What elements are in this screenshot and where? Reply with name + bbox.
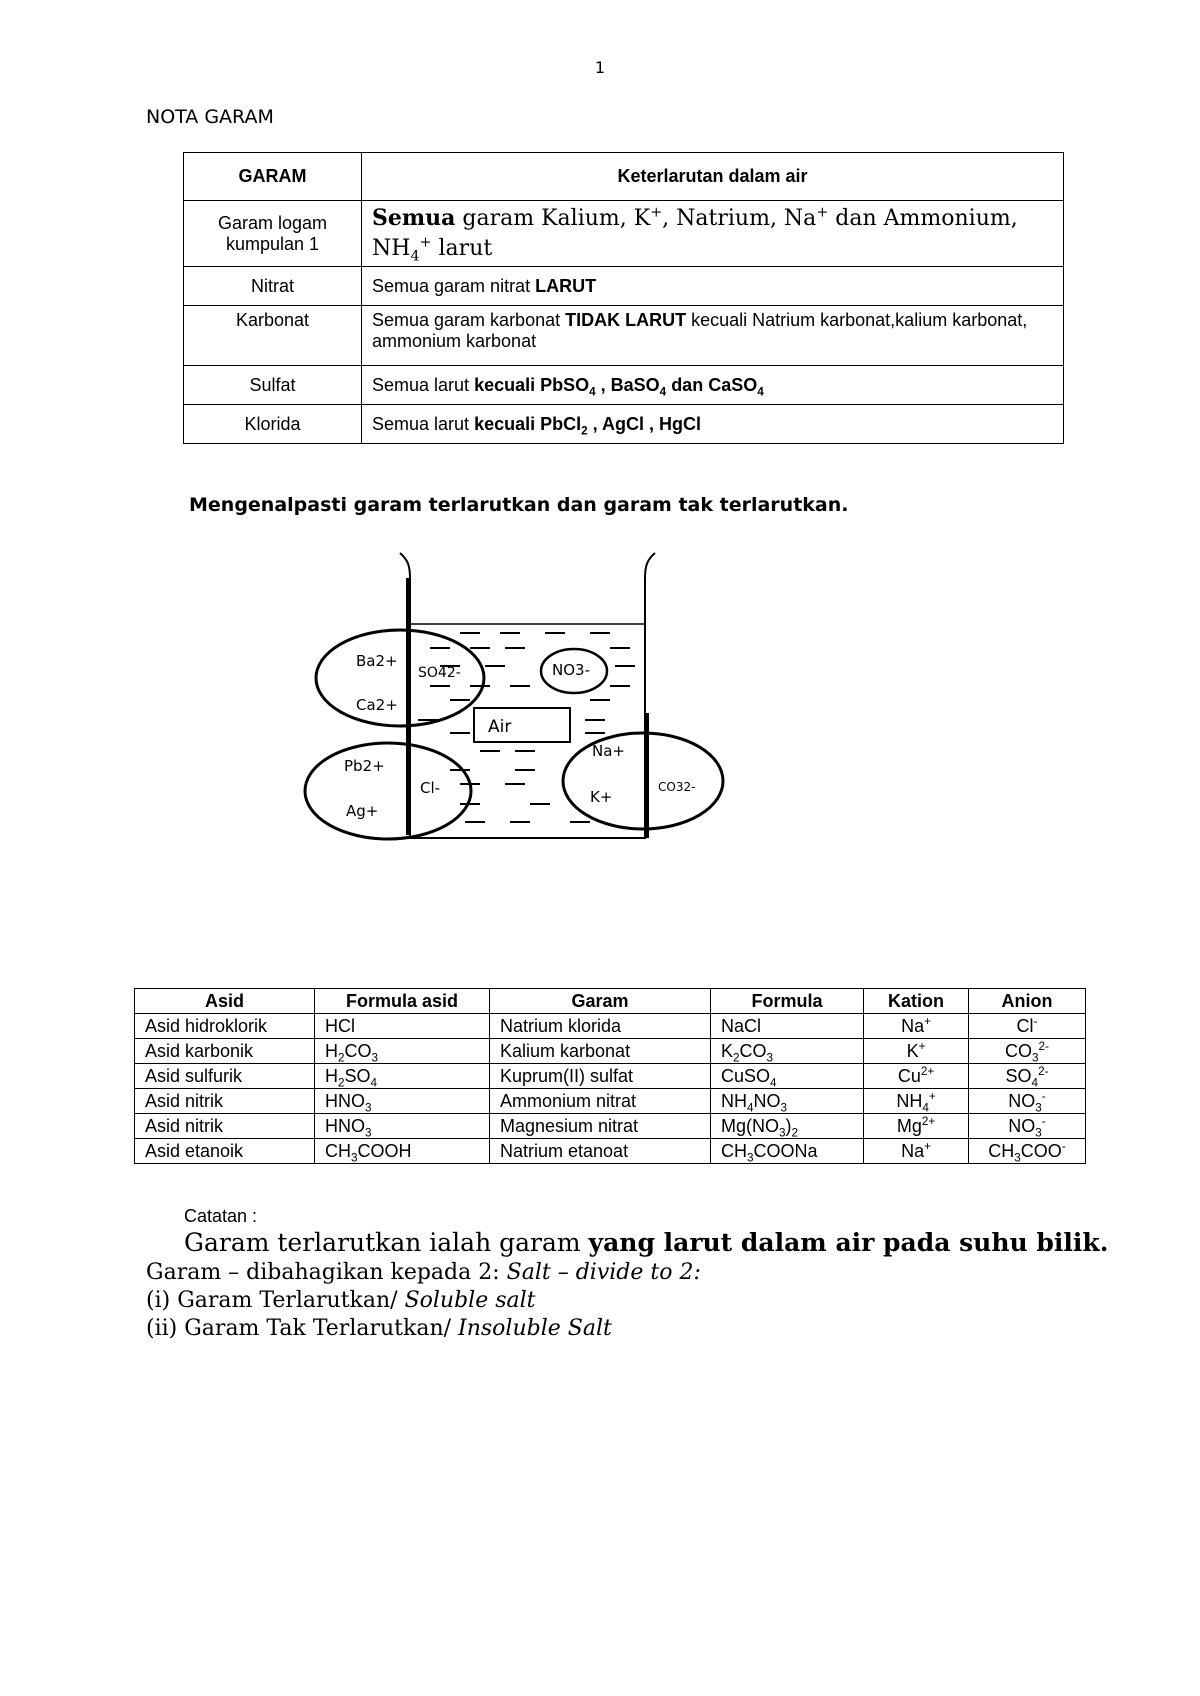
acid-formula-cell: $CH_3COOH$ <box>315 1139 490 1164</box>
salt-cell: Garam logam kumpulan 1 <box>184 201 362 267</box>
table-row <box>184 201 1064 267</box>
table-row <box>184 366 1064 405</box>
salt-cell: Karbonat <box>184 306 362 366</box>
acid-salt-table <box>134 988 1086 1164</box>
salt-formula-cell: $K_2CO_3$ <box>711 1039 864 1064</box>
ion-co3: CO32- <box>658 780 696 794</box>
header-garam: GARAM <box>184 153 362 201</box>
note-line-4: (ii) Garam Tak Terlarutkan/ Insoluble Salt <box>146 1316 612 1341</box>
table-row <box>135 1114 1086 1139</box>
anion-cell: $CO_3^{2-}$ <box>969 1039 1086 1064</box>
cation-cell: $Cu^{2+}$ <box>864 1064 969 1089</box>
cation-cell: Na+ <box>864 1139 969 1164</box>
table-header-row <box>135 989 1086 1014</box>
salt-formula-cell: $CH_3COONa$ <box>711 1139 864 1164</box>
acid-formula-cell: $HNO_3$ <box>315 1089 490 1114</box>
header-keterlarutan: Keterlarutan dalam air <box>362 153 1064 201</box>
table-row <box>135 1139 1086 1164</box>
salt-cell: Magnesium nitrat <box>490 1114 711 1139</box>
cation-cell: $NH_4^+$ <box>864 1089 969 1114</box>
anion-cell: $SO_4^{2-}$ <box>969 1064 1086 1089</box>
acid-formula-cell: HCl <box>315 1014 490 1039</box>
header-anion: Anion <box>969 989 1086 1014</box>
table-row <box>135 1089 1086 1114</box>
salt-cell: Natrium klorida <box>490 1014 711 1039</box>
salt-formula-cell: $Mg(NO_3)_2$ <box>711 1114 864 1139</box>
header-kation: Kation <box>864 989 969 1014</box>
ion-cl: Cl- <box>420 779 441 797</box>
acid-cell: Asid hidroklorik <box>135 1014 315 1039</box>
ion-ca: Ca2+ <box>356 696 398 714</box>
water-label: Air <box>488 717 512 737</box>
ion-ag: Ag+ <box>346 802 379 820</box>
header-formula: Formula <box>711 989 864 1014</box>
salt-cell: Klorida <box>184 405 362 444</box>
ellipse-carbonate <box>563 733 723 829</box>
ion-pb: Pb2+ <box>344 757 385 775</box>
cation-cell: K+ <box>864 1039 969 1064</box>
salt-cell: Natrium etanoat <box>490 1139 711 1164</box>
acid-cell: Asid nitrik <box>135 1114 315 1139</box>
acid-cell: Asid sulfurik <box>135 1064 315 1089</box>
table-row <box>184 306 1064 366</box>
salt-cell: Sulfat <box>184 366 362 405</box>
header-formula-asid: Formula asid <box>315 989 490 1014</box>
table-row <box>135 1039 1086 1064</box>
anion-cell: Cl- <box>969 1014 1086 1039</box>
table-header-row <box>184 153 1064 201</box>
table-row <box>184 405 1064 444</box>
cation-cell: $Mg^{2+}$ <box>864 1114 969 1139</box>
cation-cell: Na+ <box>864 1014 969 1039</box>
notes-label: Catatan : <box>184 1206 258 1226</box>
solubility-cell: Semua garam Kalium, K+, Natrium, Na+ dan Ammonium, $NH_4^+$ larut <box>362 201 1064 267</box>
note-line-1: Garam terlarutkan ialah garam yang larut dalam air pada suhu bilik. <box>184 1228 1109 1257</box>
document-title: NOTA GARAM <box>146 106 274 128</box>
acid-formula-cell: $HNO_3$ <box>315 1114 490 1139</box>
note-line-2: Garam – dibahagikan kepada 2: Salt – divide to 2: <box>146 1260 701 1285</box>
solubility-cell: Semua garam karbonat TIDAK LARUT kecuali Natrium karbonat,kalium karbonat, ammonium karbonat <box>362 306 1064 366</box>
acid-cell: Asid etanoik <box>135 1139 315 1164</box>
salt-cell: Kuprum(II) sulfat <box>490 1064 711 1089</box>
acid-cell: Asid karbonik <box>135 1039 315 1064</box>
salt-cell: Ammonium nitrat <box>490 1089 711 1114</box>
solubility-cell: Semua garam nitrat LARUT <box>362 267 1064 306</box>
ion-no3: NO3- <box>552 661 590 679</box>
anion-cell: $NO_3^-$ <box>969 1089 1086 1114</box>
solubility-cell: Semua larut kecuali PbSO$_4$ , BaSO$_4$ dan CaSO$_4$ <box>362 366 1064 405</box>
solubility-diagram <box>290 548 730 848</box>
anion-cell: $NO_3^-$ <box>969 1114 1086 1139</box>
salt-cell: Kalium karbonat <box>490 1039 711 1064</box>
header-asid: Asid <box>135 989 315 1014</box>
ion-so4: SO42- <box>418 665 461 681</box>
ion-ba: Ba2+ <box>356 652 398 670</box>
acid-cell: Asid nitrik <box>135 1089 315 1114</box>
header-garam: Garam <box>490 989 711 1014</box>
solubility-cell: Semua larut kecuali PbCl$_2$ , AgCl , HgCl <box>362 405 1064 444</box>
salt-formula-cell: $NH_4NO_3$ <box>711 1089 864 1114</box>
ellipse-chloride <box>305 743 471 839</box>
salt-cell: Nitrat <box>184 267 362 306</box>
salt-formula-cell: NaCl <box>711 1014 864 1039</box>
solubility-table <box>183 152 1064 444</box>
acid-formula-cell: $H_2CO_3$ <box>315 1039 490 1064</box>
table-row <box>135 1064 1086 1089</box>
note-line-3: (i) Garam Terlarutkan/ Soluble salt <box>146 1288 536 1313</box>
table-row <box>184 267 1064 306</box>
acid-formula-cell: $H_2SO_4$ <box>315 1064 490 1089</box>
table-row <box>135 1014 1086 1039</box>
anion-cell: $CH_3COO^-$ <box>969 1139 1086 1164</box>
ion-na: Na+ <box>592 742 625 760</box>
section-heading: Mengenalpasti garam terlarutkan dan garam tak terlarutkan. <box>189 494 849 516</box>
ion-k: K+ <box>590 788 613 806</box>
page-number: 1 <box>594 58 606 77</box>
salt-formula-cell: CuSO$_4$ <box>711 1064 864 1089</box>
